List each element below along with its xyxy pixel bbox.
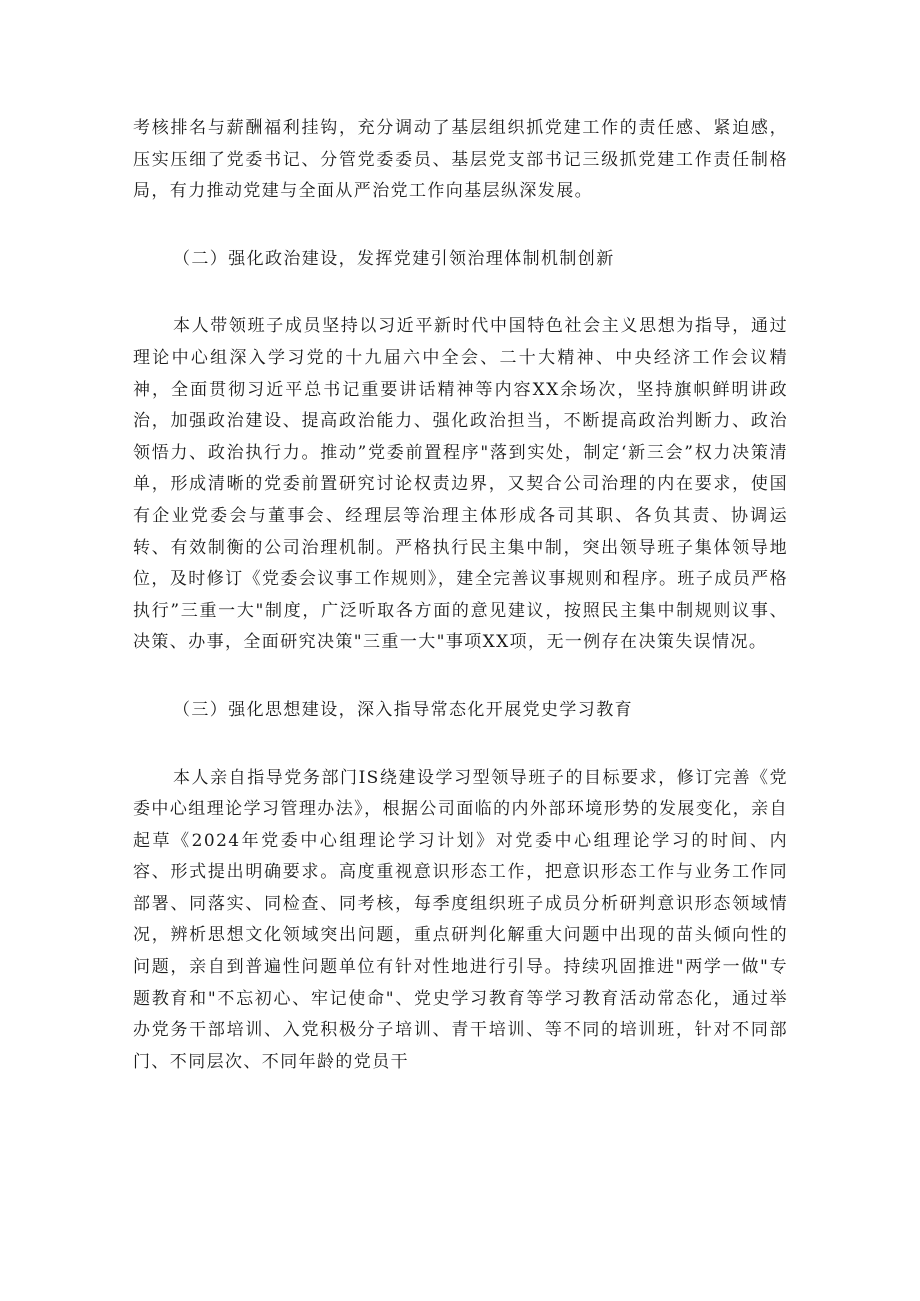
spacer bbox=[133, 275, 788, 311]
section-heading-ideological: （三）强化思想建设，深入指导常态化开展党史学习教育 bbox=[173, 699, 633, 720]
paragraph-responsibility: 考核排名与薪酬福利挂钩，充分调动了基层组织抓党建工作的责任感、紧迫感，压实压细了党委书记、分管党委委员、基层党支部书记三级抓党建工作责任制格局，有力推动党建与全面从严治党工作向基层纵深发展。 bbox=[133, 118, 788, 202]
spacer bbox=[133, 208, 788, 244]
spacer bbox=[133, 659, 788, 695]
document-body bbox=[133, 113, 788, 1078]
paragraph-political-building: 本人带领班子成员坚持以习近平新时代中国特色社会主义思想为指导，通过理论中心组深入学习党的十九届六中全会、二十大精神、中央经济工作会议精神，全面贯彻习近平总书记重要讲话精神等内容XX余场次，坚持旗帜鲜明讲政治，加强政治建设、提高政治能力、强化政治担当，不断提高政治判断力、政治领悟力、政治执行力。推动”党委前置程序"落到实处，制定‘新三会”权力决策清单，形成清晰的党委前置研究讨论权责边界，又契合公司治理的内在要求，使国有企业党委会与董事会、经理层等治理主体形成各司其职、各负其责、协调运转、有效制衡的公司治理机制。严格执行民主集中制，突出领导班子集体领导地位，及时修订《党委会议事工作规则》，建全完善议事规则和程序。班子成员严格执行”三重一大"制度，广泛听取各方面的意见建议，按照民主集中制规则议事、决策、办事，全面研究决策"三重一大"事项XX项，无一例存在决策失误情况。 bbox=[133, 316, 788, 653]
spacer bbox=[133, 727, 788, 763]
paragraph-ideological-building: 本人亲自指导党务部门IS绕建设学习型领导班子的目标要求，修订完善《党委中心组理论学习管理办法》，根据公司面临的内外部环境形势的发展变化，亲自起草《2024年党委中心组理论学习计划》对党委中心组理论学习的时间、内容、形式提出明确要求。高度重视意识形态工作，把意识形态工作与业务工作同部署、同落实、同检查、同考核，每季度组织班子成员分析研判意识形态领域情况，辨析思想文化领域突出问题，重点研判化解重大问题中出现的苗头倾向性的问题，亲自到普遍性问题单位有针对性地进行引导。持续巩固推进"两学一做"专题教育和"不忘初心、牢记使命"、党史学习教育等学习教育活动常态化，通过举办党务干部培训、入党积极分子培训、青干培训、等不同的培训班，针对不同部门、不同层次、不同年龄的党员干 bbox=[133, 767, 788, 1072]
section-heading-political: （二）强化政治建设，发挥党建引领治理体制机制创新 bbox=[173, 248, 615, 269]
